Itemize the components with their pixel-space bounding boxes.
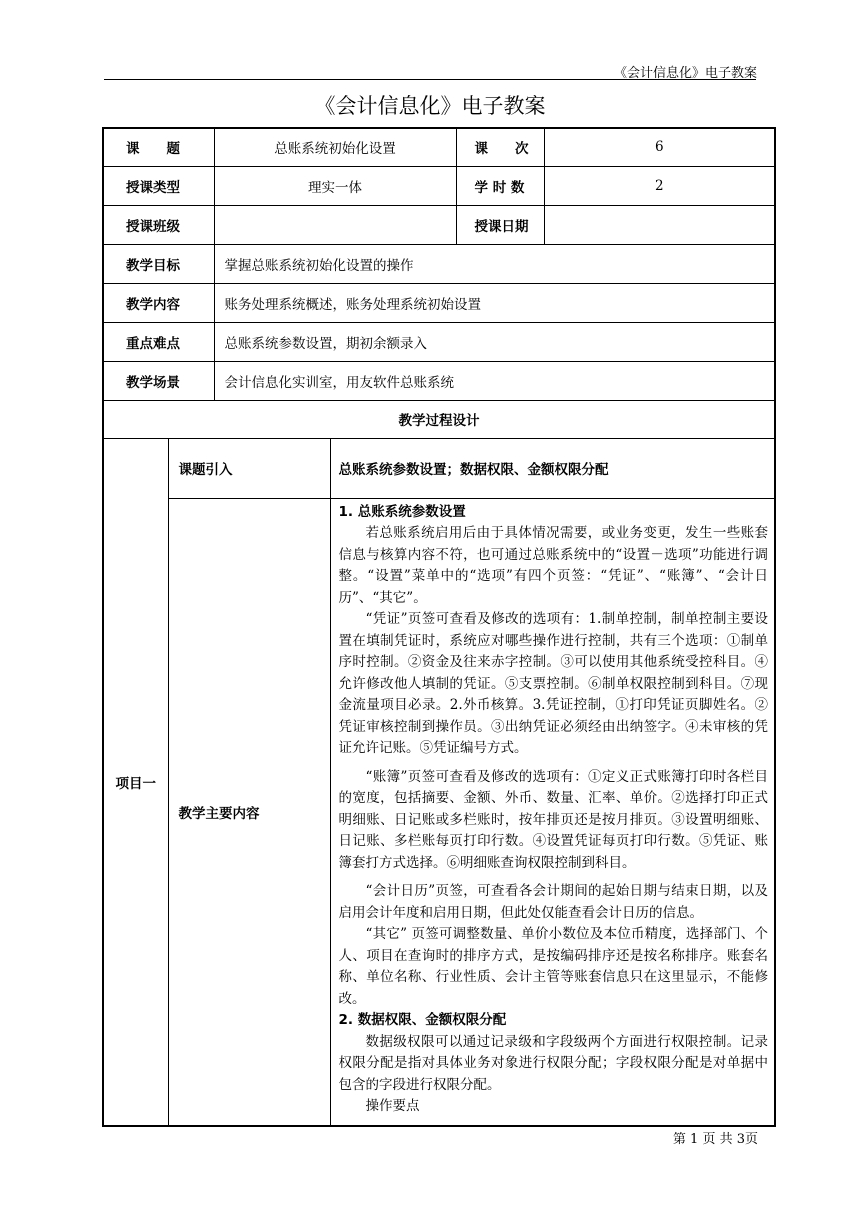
row-goal [103, 244, 775, 283]
date-label: 授课日期 [456, 205, 544, 244]
paragraph-voucher-tab: “凭证”页签可查看及修改的选项有：1.制单控制，制单控制主要设置在填制凭证时，系统应对哪些操作进行控制，共有三个选项：①制单序时控制。②资金及往来赤字控制。③可以使用其他系统受控科目。④允许修改他人填制的凭证。⑤支票控制。⑥制单权限控制到科目。⑦现金流量项目必录。2.外币核算。3.凭证控制，①打印凭证页脚姓名。②凭证审核控制到操作员。③出纳凭证必须经由出纳签字。④未审核的凭证允许记账。⑤凭证编号方式。 [338, 611, 768, 756]
row-scene [103, 361, 775, 400]
key-label: 重点难点 [103, 322, 214, 361]
row-content [103, 283, 775, 322]
paragraph-operation-points: 操作要点 [365, 1098, 420, 1114]
date-value [544, 205, 775, 244]
main-content-label: 教学主要内容 [168, 498, 330, 1126]
row-intro [103, 438, 775, 498]
paragraph-options-overview: 若总账系统启用后由于具体情况需要，或业务变更，发生一些账套信息与核算内容不符，也可通过总账系统中的“设置－选项”功能进行调整。“设置”菜单中的“选项”有四个页签：“凭证”、“账簿”、“会计日历”、“其它”。 [338, 525, 768, 606]
session-label: 课 次 [456, 128, 544, 166]
paragraph-other-tab: “其它” 页签可调整数量、单价小数位及本位币精度，选择部门、个人、项目在查询时的排序方式，是按编码排序还是按名称排序。账套名称、单位名称、行业性质、会计主管等账套信息只在这里显示，不能修改。 [338, 926, 768, 1007]
goal-label: 教学目标 [103, 244, 214, 283]
row-topic [103, 128, 775, 166]
section-1-title: 1. 总账系统参数设置 [338, 503, 466, 520]
row-process-heading [103, 400, 775, 438]
scene-label: 教学场景 [103, 361, 214, 400]
section-2-title: 2. 数据权限、金额权限分配 [338, 1012, 507, 1028]
process-heading: 教学过程设计 [103, 400, 775, 438]
class-label: 授课班级 [103, 205, 214, 244]
item-label: 项目一 [103, 438, 168, 1126]
paragraph-ledger-tab: “账簿”页签可查看及修改的选项有：①定义正式账簿打印时各栏目的宽度，包括摘要、金额、外币、数量、汇率、单价。②选择打印正式明细账、日记账或多栏账时，按年排页还是按月排页。③设置明细账、日记账、多栏账每页打印行数。④设置凭证每页打印行数。⑤凭证、账簿套打方式选择。⑥明细账查询权限控制到科目。 [338, 768, 768, 871]
row-key [103, 322, 775, 361]
paragraph-data-permissions: 数据级权限可以通过记录级和字段级两个方面进行权限控制。记录权限分配是指对具体业务对象进行权限分配；字段权限分配是对单据中包含的字段进行权限分配。 [338, 1033, 768, 1093]
intro-label: 课题引入 [168, 438, 330, 498]
class-value [214, 205, 456, 244]
intro-value: 总账系统参数设置；数据权限、金额权限分配 [330, 438, 775, 498]
main-content-body [330, 498, 775, 1126]
row-type [103, 166, 775, 205]
page-footer: 第 1 页 共 3页 [672, 1132, 758, 1147]
goal-value: 掌握总账系统初始化设置的操作 [214, 244, 775, 283]
content-label: 教学内容 [103, 283, 214, 322]
hours-value: 2 [544, 166, 775, 205]
lesson-plan-table [102, 127, 776, 1127]
type-label: 授课类型 [103, 166, 214, 205]
document-title: 《会计信息化》电子教案 [314, 94, 546, 118]
key-value: 总账系统参数设置，期初余额录入 [214, 322, 775, 361]
type-value: 理实一体 [214, 166, 456, 205]
topic-value: 总账系统初始化设置 [214, 128, 456, 166]
row-main-content [103, 498, 775, 1126]
running-header: 《会计信息化》电子教案 [613, 66, 757, 81]
topic-label: 课 题 [103, 128, 214, 166]
scene-value: 会计信息化实训室，用友软件总账系统 [214, 361, 775, 400]
paragraph-calendar-tab: “会计日历”页签，可查看各会计期间的起始日期与结束日期，以及启用会计年度和启用日期，但此处仅能查看会计日历的信息。 [338, 883, 768, 921]
row-class [103, 205, 775, 244]
header-rule [104, 79, 756, 80]
hours-label: 学 时 数 [456, 166, 544, 205]
session-value: 6 [544, 128, 775, 166]
content-value: 账务处理系统概述，账务处理系统初始设置 [214, 283, 775, 322]
